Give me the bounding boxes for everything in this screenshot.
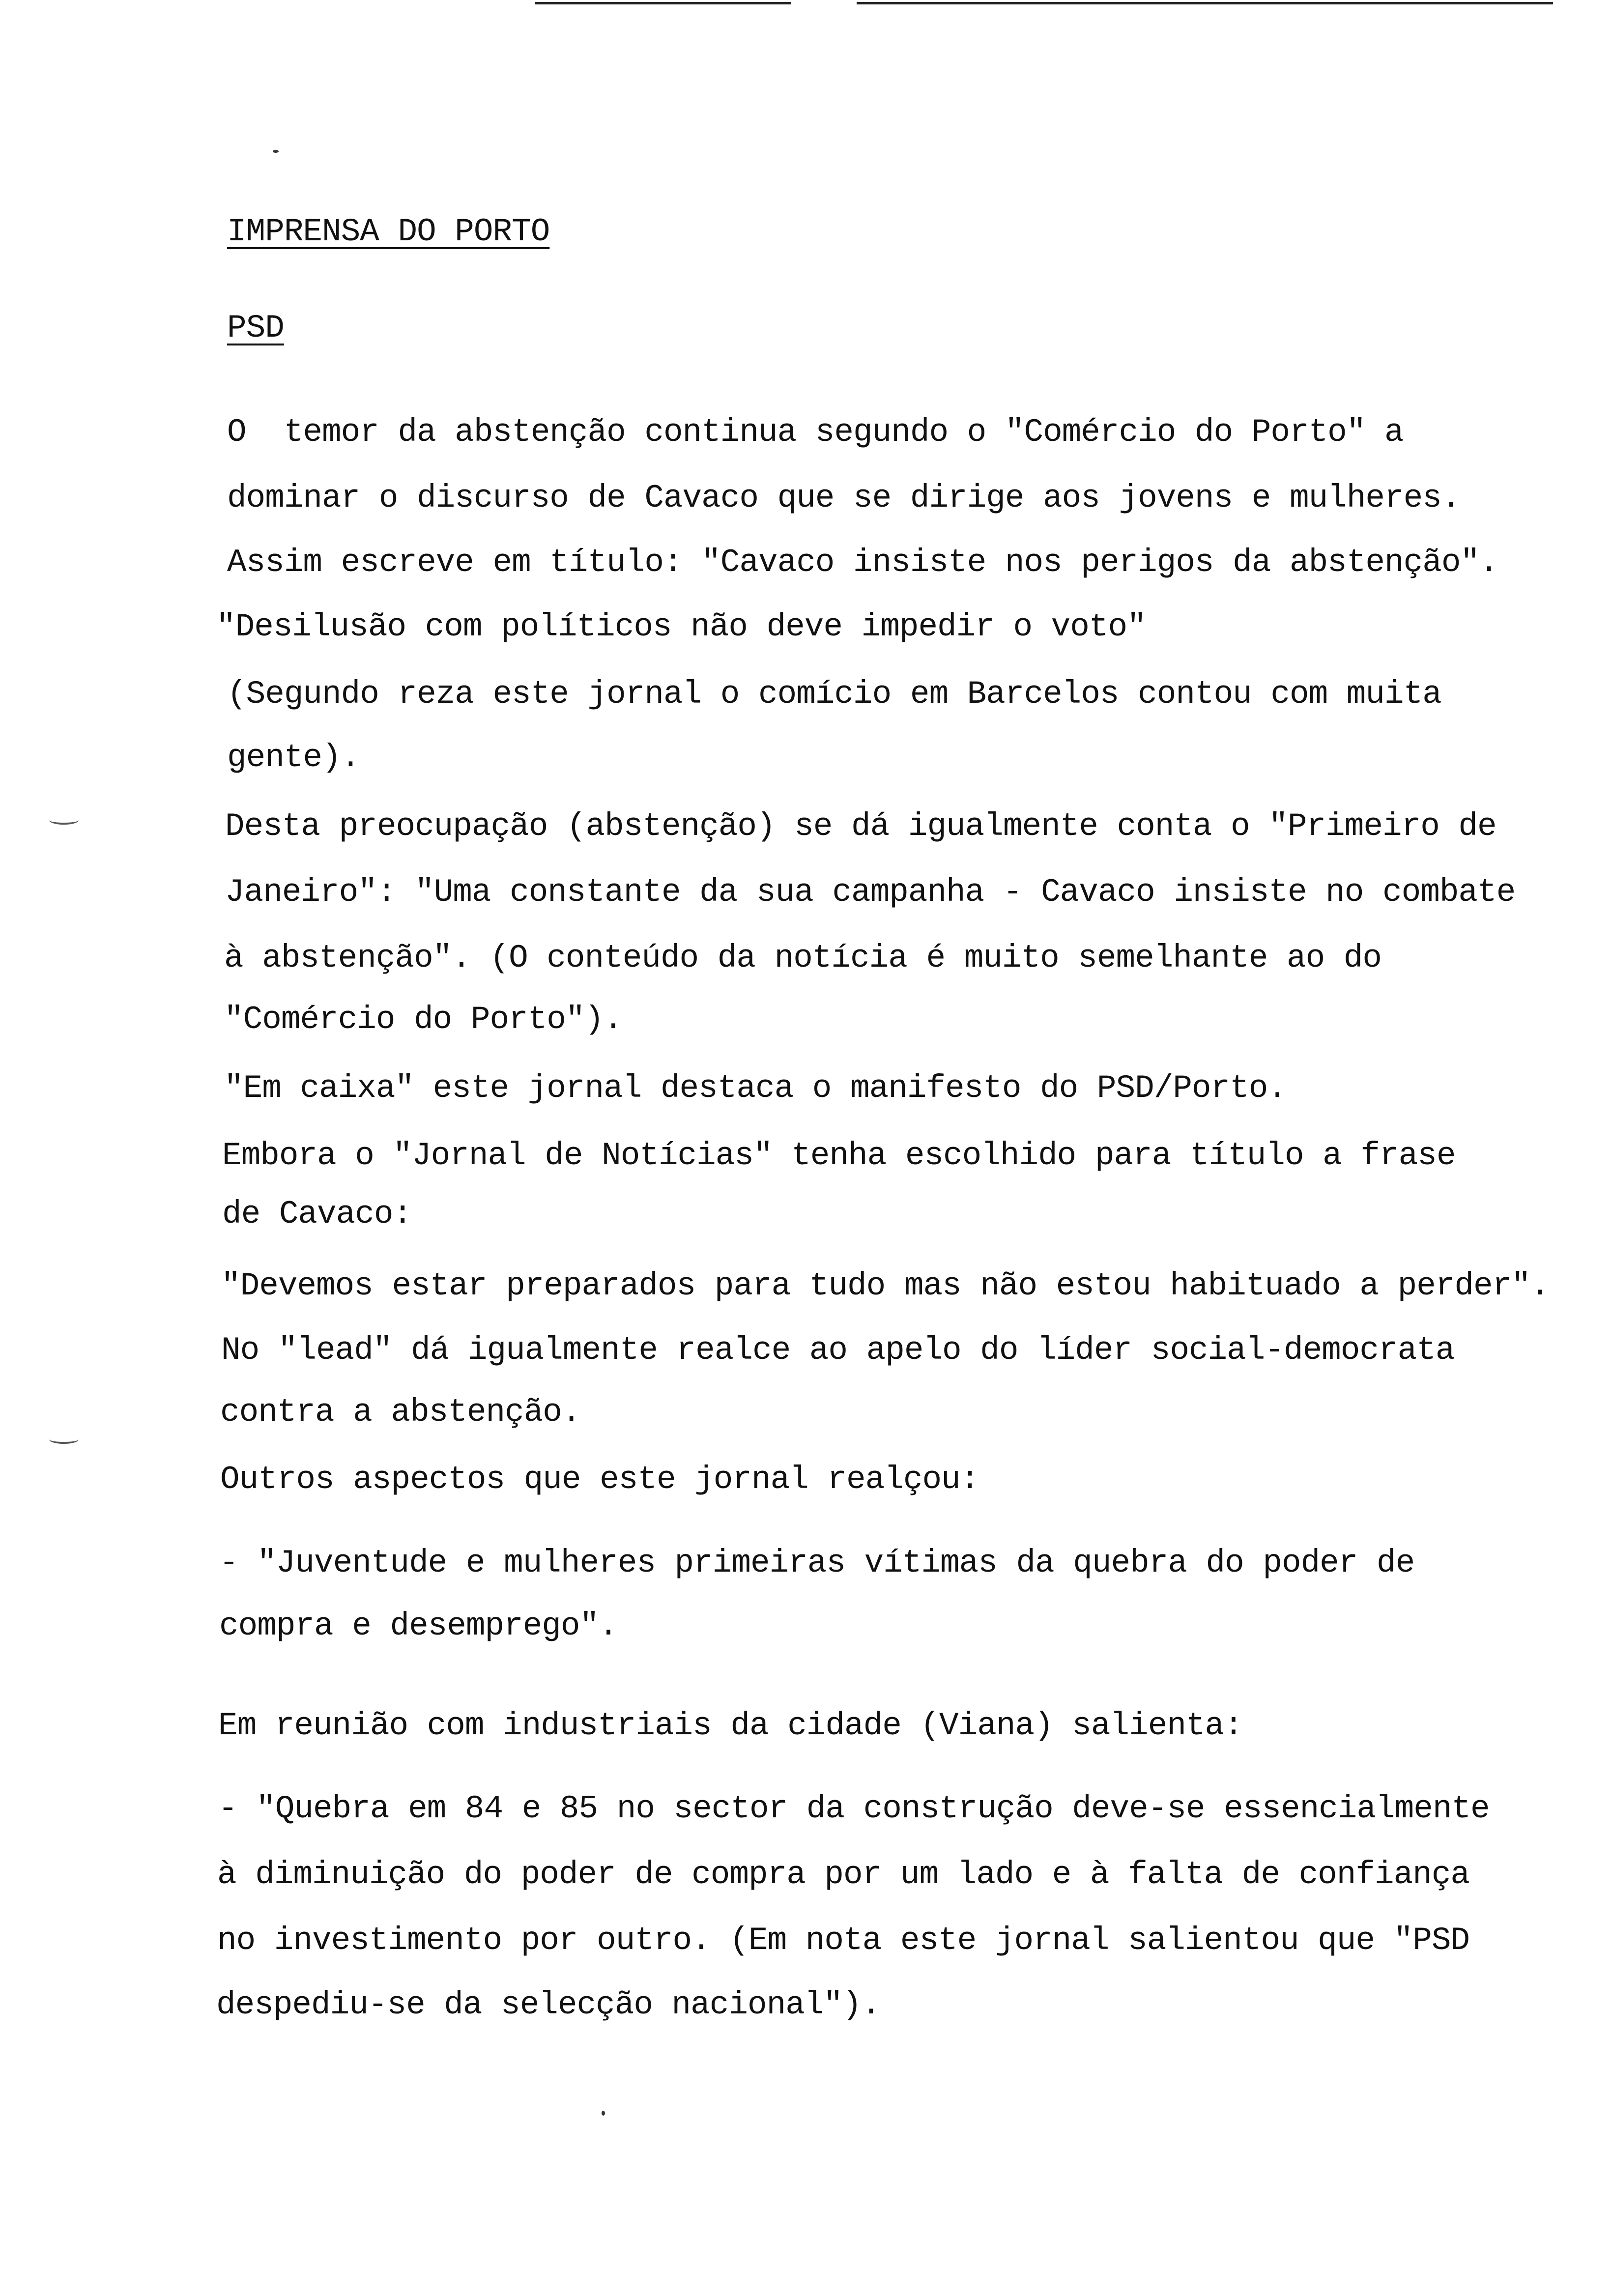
text-line: - "Quebra em 84 e 85 no sector da construção deve-se essencialmente	[218, 1790, 1490, 1827]
text-line: Embora o "Jornal de Notícias" tenha escolhido para título a frase	[222, 1137, 1456, 1174]
text-line: Desta preocupação (abstenção) se dá igualmente conta o "Primeiro de	[225, 808, 1497, 845]
text-line: - "Juventude e mulheres primeiras vítimas da quebra do poder de	[219, 1545, 1415, 1581]
text-line: "Comércio do Porto").	[224, 1001, 623, 1038]
text-line: (Segundo reza este jornal o comício em Barcelos contou com muita	[227, 676, 1441, 713]
text-line: O temor da abstenção continua segundo o "Comércio do Porto" a	[227, 414, 1404, 451]
text-line: Assim escreve em título: "Cavaco insiste nos perigos da abstenção".	[227, 544, 1498, 581]
hole-punch-mark	[49, 1435, 79, 1444]
speck	[602, 2111, 605, 2116]
text-line: No "lead" dá igualmente realce ao apelo do líder social-democrata	[221, 1332, 1455, 1369]
text-line: Outros aspectos que este jornal realçou:	[220, 1461, 979, 1498]
text-line: despediu-se da selecção nacional").	[216, 1986, 881, 2023]
text-line: Em reunião com industriais da cidade (Viana) salienta:	[218, 1707, 1243, 1744]
text-line: compra e desemprego".	[219, 1607, 618, 1644]
top-rule-left	[535, 2, 791, 4]
text-line: Janeiro": "Uma constante da sua campanha - Cavaco insiste no combate	[225, 874, 1516, 911]
text-line: no investimento por outro. (Em nota este jornal salientou que "PSD	[217, 1922, 1470, 1959]
text-line: gente).	[227, 739, 360, 776]
top-rule-right	[857, 2, 1553, 4]
text-line: de Cavaco:	[222, 1196, 412, 1233]
text-line: "Desilusão com políticos não deve impedir o voto"	[216, 608, 1146, 645]
section-heading: PSD	[227, 310, 284, 346]
speck	[273, 150, 279, 153]
document-heading: IMPRENSA DO PORTO	[227, 213, 550, 250]
hole-punch-mark	[49, 816, 79, 825]
text-line: "Devemos estar preparados para tudo mas não estou habituado a perder".	[221, 1267, 1550, 1304]
text-line: contra a abstenção.	[220, 1394, 581, 1431]
text-line: à abstenção". (O conteúdo da notícia é muito semelhante ao do	[224, 940, 1382, 976]
text-line: dominar o discurso de Cavaco que se dirige aos jovens e mulheres.	[227, 480, 1461, 517]
text-line: "Em caixa" este jornal destaca o manifesto do PSD/Porto.	[224, 1070, 1287, 1107]
text-line: à diminuição do poder de compra por um lado e à falta de confiança	[217, 1856, 1470, 1893]
